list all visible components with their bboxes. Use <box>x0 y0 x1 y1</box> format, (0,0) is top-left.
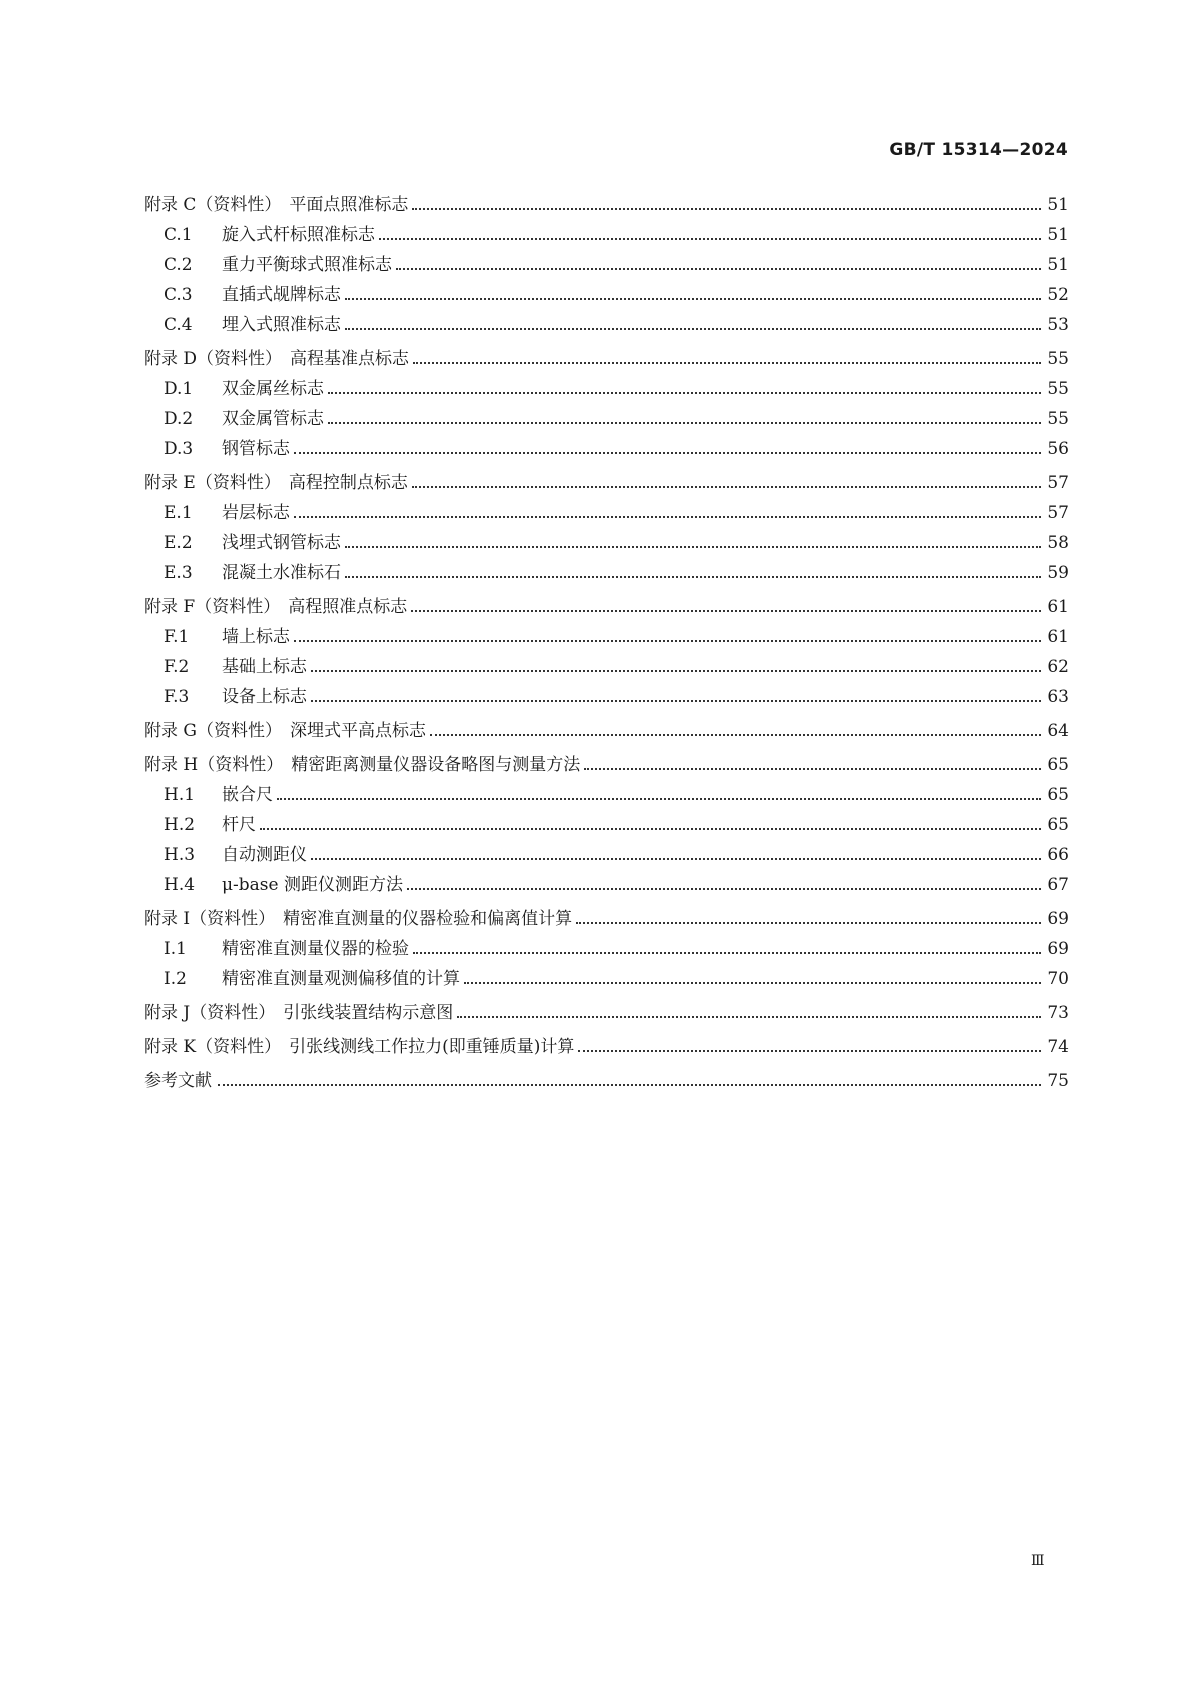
toc-entry-page: 55 <box>1047 349 1069 369</box>
toc-entry-number: 附录 G（资料性） <box>144 721 282 741</box>
toc-entry[interactable] <box>144 1066 1069 1096</box>
toc-entry-page: 56 <box>1047 439 1069 459</box>
toc-entry-page: 73 <box>1047 1003 1069 1023</box>
toc-entry[interactable] <box>144 220 1069 250</box>
dot-leader <box>379 238 1041 240</box>
toc-entry-page: 65 <box>1047 755 1069 775</box>
toc-entry-number: D.3 <box>164 439 194 459</box>
toc-entry-page: 65 <box>1047 785 1069 805</box>
dot-leader <box>294 640 1041 642</box>
dot-leader <box>578 1050 1041 1052</box>
toc-entry-number: F.2 <box>164 657 190 677</box>
toc-entry-number: I.2 <box>164 969 187 989</box>
toc-entry[interactable] <box>144 964 1069 994</box>
toc-entry[interactable] <box>144 750 1069 780</box>
toc-entry-title: 重力平衡球式照准标志 <box>222 255 392 275</box>
toc-entry-title: 双金属丝标志 <box>222 379 324 399</box>
toc-entry-number: H.4 <box>164 875 196 895</box>
toc-entry-number: 附录 H（资料性） <box>144 755 284 775</box>
toc-entry-number: E.1 <box>164 503 193 523</box>
toc-entry-page: 67 <box>1047 875 1069 895</box>
toc-entry[interactable] <box>144 682 1069 712</box>
toc-entry-page: 51 <box>1047 225 1069 245</box>
toc-entry-title: 精密准直测量仪器的检验 <box>222 939 409 959</box>
toc-entry-title: 双金属管标志 <box>222 409 324 429</box>
toc-entry[interactable] <box>144 716 1069 746</box>
toc-entry-page: 64 <box>1047 721 1069 741</box>
toc-entry-title: 直插式觇牌标志 <box>222 285 341 305</box>
toc-entry-title: 杆尺 <box>222 815 256 835</box>
toc-entry-page: 63 <box>1047 687 1069 707</box>
toc-entry-page: 65 <box>1047 815 1069 835</box>
toc-entry[interactable] <box>144 280 1069 310</box>
dot-leader <box>407 888 1041 890</box>
toc-entry-number: 参考文献 <box>144 1071 212 1091</box>
toc-entry[interactable] <box>144 904 1069 934</box>
toc-entry-page: 57 <box>1047 503 1069 523</box>
toc-entry-page: 55 <box>1047 379 1069 399</box>
toc-entry-title: 精密距离测量仪器设备略图与测量方法 <box>291 755 581 775</box>
dot-leader <box>294 516 1041 518</box>
toc-entry[interactable] <box>144 780 1069 810</box>
toc-entry-title: 浅埋式钢管标志 <box>222 533 341 553</box>
toc-entry-page: 75 <box>1047 1071 1069 1091</box>
toc-entry-page: 74 <box>1047 1037 1069 1057</box>
toc-entry-page: 59 <box>1047 563 1069 583</box>
toc-entry-page: 69 <box>1047 909 1069 929</box>
dot-leader <box>576 922 1041 924</box>
toc-entry-title: 平面点照准标志 <box>289 195 409 215</box>
toc-entry[interactable] <box>144 374 1069 404</box>
toc-entry[interactable] <box>144 810 1069 840</box>
toc-entry[interactable] <box>144 468 1069 498</box>
toc-entry-number: 附录 C（资料性） <box>144 195 282 215</box>
toc-entry[interactable] <box>144 1032 1069 1062</box>
toc-entry-number: C.1 <box>164 225 193 245</box>
toc-entry-title: 引张线装置结构示意图 <box>283 1003 454 1023</box>
toc-entry-number: 附录 K（资料性） <box>144 1037 282 1057</box>
toc-entry-title: 旋入式杆标照准标志 <box>222 225 375 245</box>
toc-entry-number: C.4 <box>164 315 193 335</box>
toc-entry-page: 62 <box>1047 657 1069 677</box>
toc-entry-page: 61 <box>1047 627 1069 647</box>
toc-entry[interactable] <box>144 528 1069 558</box>
toc-entry-page: 70 <box>1047 969 1069 989</box>
dot-leader <box>457 1016 1041 1018</box>
toc-entry-page: 57 <box>1047 473 1069 493</box>
toc-entry[interactable] <box>144 404 1069 434</box>
toc-entry-title: 埋入式照准标志 <box>222 315 341 335</box>
toc-entry-page: 52 <box>1047 285 1069 305</box>
toc-entry-title: 高程控制点标志 <box>288 473 408 493</box>
toc-entry-page: 51 <box>1047 195 1069 215</box>
dot-leader <box>311 858 1041 860</box>
toc-entry-number: H.2 <box>164 815 196 835</box>
toc-entry[interactable] <box>144 622 1069 652</box>
toc-entry-title: 钢管标志 <box>222 439 290 459</box>
toc-entry-title: 精密准直测量观测偏移值的计算 <box>222 969 460 989</box>
dot-leader <box>328 422 1041 424</box>
toc-entry[interactable] <box>144 592 1069 622</box>
toc-entry-page: 53 <box>1047 315 1069 335</box>
dot-leader <box>413 952 1041 954</box>
dot-leader <box>311 700 1041 702</box>
toc-entry-title: 高程照准点标志 <box>288 597 408 617</box>
dot-leader <box>396 268 1041 270</box>
dot-leader <box>430 734 1041 736</box>
toc-entry[interactable] <box>144 840 1069 870</box>
dot-leader <box>464 982 1041 984</box>
toc-entry-page: 69 <box>1047 939 1069 959</box>
dot-leader <box>411 610 1041 612</box>
toc-entry-number: 附录 D（资料性） <box>144 349 283 369</box>
dot-leader <box>218 1084 1041 1086</box>
toc-entry-number: I.1 <box>164 939 187 959</box>
dot-leader <box>584 768 1041 770</box>
dot-leader <box>294 452 1041 454</box>
toc-entry[interactable] <box>144 998 1069 1028</box>
toc-entry-number: H.1 <box>164 785 196 805</box>
table-of-contents <box>144 190 1069 1096</box>
toc-entry[interactable] <box>144 558 1069 588</box>
toc-entry-number: F.1 <box>164 627 190 647</box>
toc-entry-number: 附录 I（资料性） <box>144 909 276 929</box>
toc-entry-number: 附录 F（资料性） <box>144 597 281 617</box>
toc-entry[interactable] <box>144 344 1069 374</box>
toc-entry-number: C.3 <box>164 285 193 305</box>
toc-entry-number: D.1 <box>164 379 194 399</box>
dot-leader <box>260 828 1041 830</box>
dot-leader <box>412 208 1041 210</box>
toc-entry-number: 附录 E（资料性） <box>144 473 281 493</box>
dot-leader <box>412 486 1041 488</box>
toc-entry-title: 墙上标志 <box>222 627 290 647</box>
toc-entry-page: 58 <box>1047 533 1069 553</box>
toc-entry-title: μ-base 测距仪测距方法 <box>222 875 403 895</box>
toc-entry[interactable] <box>144 652 1069 682</box>
toc-entry[interactable] <box>144 870 1069 900</box>
toc-entry-page: 55 <box>1047 409 1069 429</box>
toc-entry-title: 精密准直测量的仪器检验和偏离值计算 <box>283 909 573 929</box>
toc-entry[interactable] <box>144 310 1069 340</box>
dot-leader <box>277 798 1041 800</box>
toc-entry-page: 61 <box>1047 597 1069 617</box>
toc-entry-number: C.2 <box>164 255 193 275</box>
toc-entry-number: E.3 <box>164 563 193 583</box>
standard-number: GB/T 15314—2024 <box>889 140 1068 160</box>
toc-entry-title: 高程基准点标志 <box>290 349 410 369</box>
toc-entry-page: 51 <box>1047 255 1069 275</box>
toc-entry-title: 引张线测线工作拉力(即重锤质量)计算 <box>289 1037 575 1057</box>
toc-entry-number: 附录 J（资料性） <box>144 1003 276 1023</box>
dot-leader <box>345 328 1041 330</box>
toc-entry-title: 嵌合尺 <box>222 785 273 805</box>
toc-entry-number: H.3 <box>164 845 196 865</box>
dot-leader <box>345 576 1041 578</box>
toc-entry[interactable] <box>144 250 1069 280</box>
dot-leader <box>328 392 1041 394</box>
toc-entry-title: 岩层标志 <box>222 503 290 523</box>
toc-entry-title: 基础上标志 <box>222 657 307 677</box>
toc-entry[interactable] <box>144 190 1069 220</box>
toc-entry-title: 混凝土水准标石 <box>222 563 341 583</box>
toc-entry-page: 66 <box>1047 845 1069 865</box>
toc-entry[interactable] <box>144 434 1069 464</box>
toc-entry[interactable] <box>144 934 1069 964</box>
toc-entry-number: D.2 <box>164 409 194 429</box>
dot-leader <box>345 298 1041 300</box>
page-folio: Ⅲ <box>1031 1553 1045 1569</box>
dot-leader <box>311 670 1041 672</box>
dot-leader <box>413 362 1041 364</box>
toc-entry-number: F.3 <box>164 687 190 707</box>
toc-entry-title: 设备上标志 <box>222 687 307 707</box>
toc-entry[interactable] <box>144 498 1069 528</box>
toc-entry-number: E.2 <box>164 533 193 553</box>
toc-entry-title: 自动测距仪 <box>222 845 307 865</box>
dot-leader <box>345 546 1041 548</box>
toc-entry-title: 深埋式平高点标志 <box>289 721 426 741</box>
